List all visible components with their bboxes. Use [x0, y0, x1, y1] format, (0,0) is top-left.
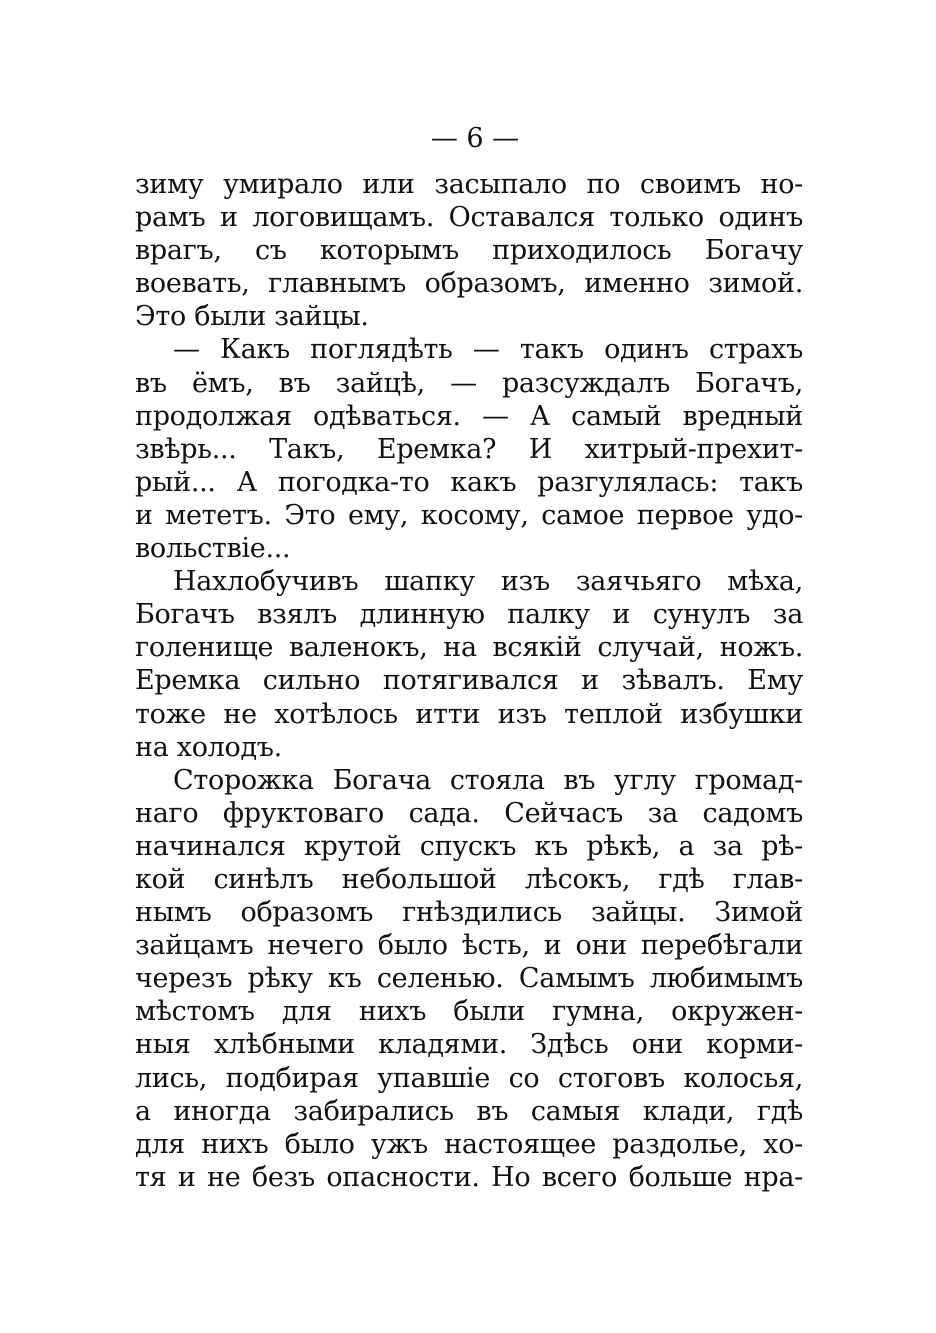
text-line: Сторожка Богача стояла въ углу громад-	[173, 764, 803, 796]
text-line: нымъ образомъ гнѣздились зайцы. Зимой	[135, 897, 803, 929]
text-line: наго фруктоваго сада. Сейчасъ за садомъ	[135, 797, 803, 829]
text-line: для нихъ было ужъ настоящее раздолье, хо-	[135, 1128, 803, 1160]
text-line: воевать, главнымъ образомъ, именно зимой.	[135, 268, 803, 300]
text-line: тоже не хотѣлось итти изъ теплой избушки	[135, 698, 803, 730]
text-line: врагъ, съ которымъ приходилось Богачу	[135, 235, 803, 267]
text-line: тя и не безъ опасности. Но всего больше нра-	[135, 1161, 803, 1193]
text-line: зайцамъ нечего было ѣсть, и они перебѣгали	[135, 930, 803, 962]
text-line: Богачъ взялъ длинную палку и сунулъ за	[135, 599, 803, 631]
paragraph	[135, 764, 803, 1194]
text-line: Это были зайцы.	[135, 301, 369, 333]
text-line: кой синѣлъ небольшой лѣсокъ, гдѣ глав-	[135, 863, 803, 895]
text-line: рамъ и логовищамъ. Оставался только одинъ	[135, 202, 803, 234]
text-line: и мететъ. Это ему, косому, самое первое удо-	[135, 499, 803, 531]
page-number: — 6 —	[430, 123, 520, 154]
text-line: начинался крутой спускъ къ рѣкѣ, а за рѣ-	[135, 830, 803, 862]
text-line: продолжая одѣваться. — А самый вредный	[135, 400, 803, 432]
text-line: въ ёмъ, въ зайцѣ, — разсуждалъ Богачъ,	[135, 367, 803, 399]
text-line: мѣстомъ для нихъ были гумна, окружен-	[135, 996, 803, 1028]
text-line: рый... А погодка-то какъ разгулялась: такъ	[135, 466, 803, 498]
text-line: ныя хлѣбными кладями. Здѣсь они корми-	[135, 1029, 803, 1061]
text-line: голенище валенокъ, на всякій случай, ножъ.	[135, 632, 803, 664]
body-text	[135, 168, 803, 1194]
book-page	[135, 122, 803, 1194]
text-line: зиму умирало или засыпало по своимъ но-	[135, 169, 803, 200]
text-line: черезъ рѣку къ селенью. Самымъ любимымъ	[135, 963, 803, 995]
paragraph	[135, 565, 803, 764]
text-line: на холодъ.	[135, 731, 282, 763]
text-line: вольствіе...	[135, 533, 291, 565]
text-line: звѣрь... Такъ, Еремка? И хитрый-прехит-	[135, 433, 803, 465]
text-line: — Какъ поглядѣть — такъ одинъ страхъ	[173, 334, 803, 366]
text-line: Еремка сильно потягивался и зѣвалъ. Ему	[135, 665, 803, 697]
text-line: лись, подбирая упавшіе со стоговъ колосья,	[135, 1062, 803, 1094]
text-line: Нахлобучивъ шапку изъ заячьяго мѣха,	[173, 566, 803, 598]
text-line: а иногда забирались въ самыя клади, гдѣ	[135, 1095, 803, 1127]
paragraph	[135, 333, 803, 565]
paragraph	[135, 168, 803, 333]
